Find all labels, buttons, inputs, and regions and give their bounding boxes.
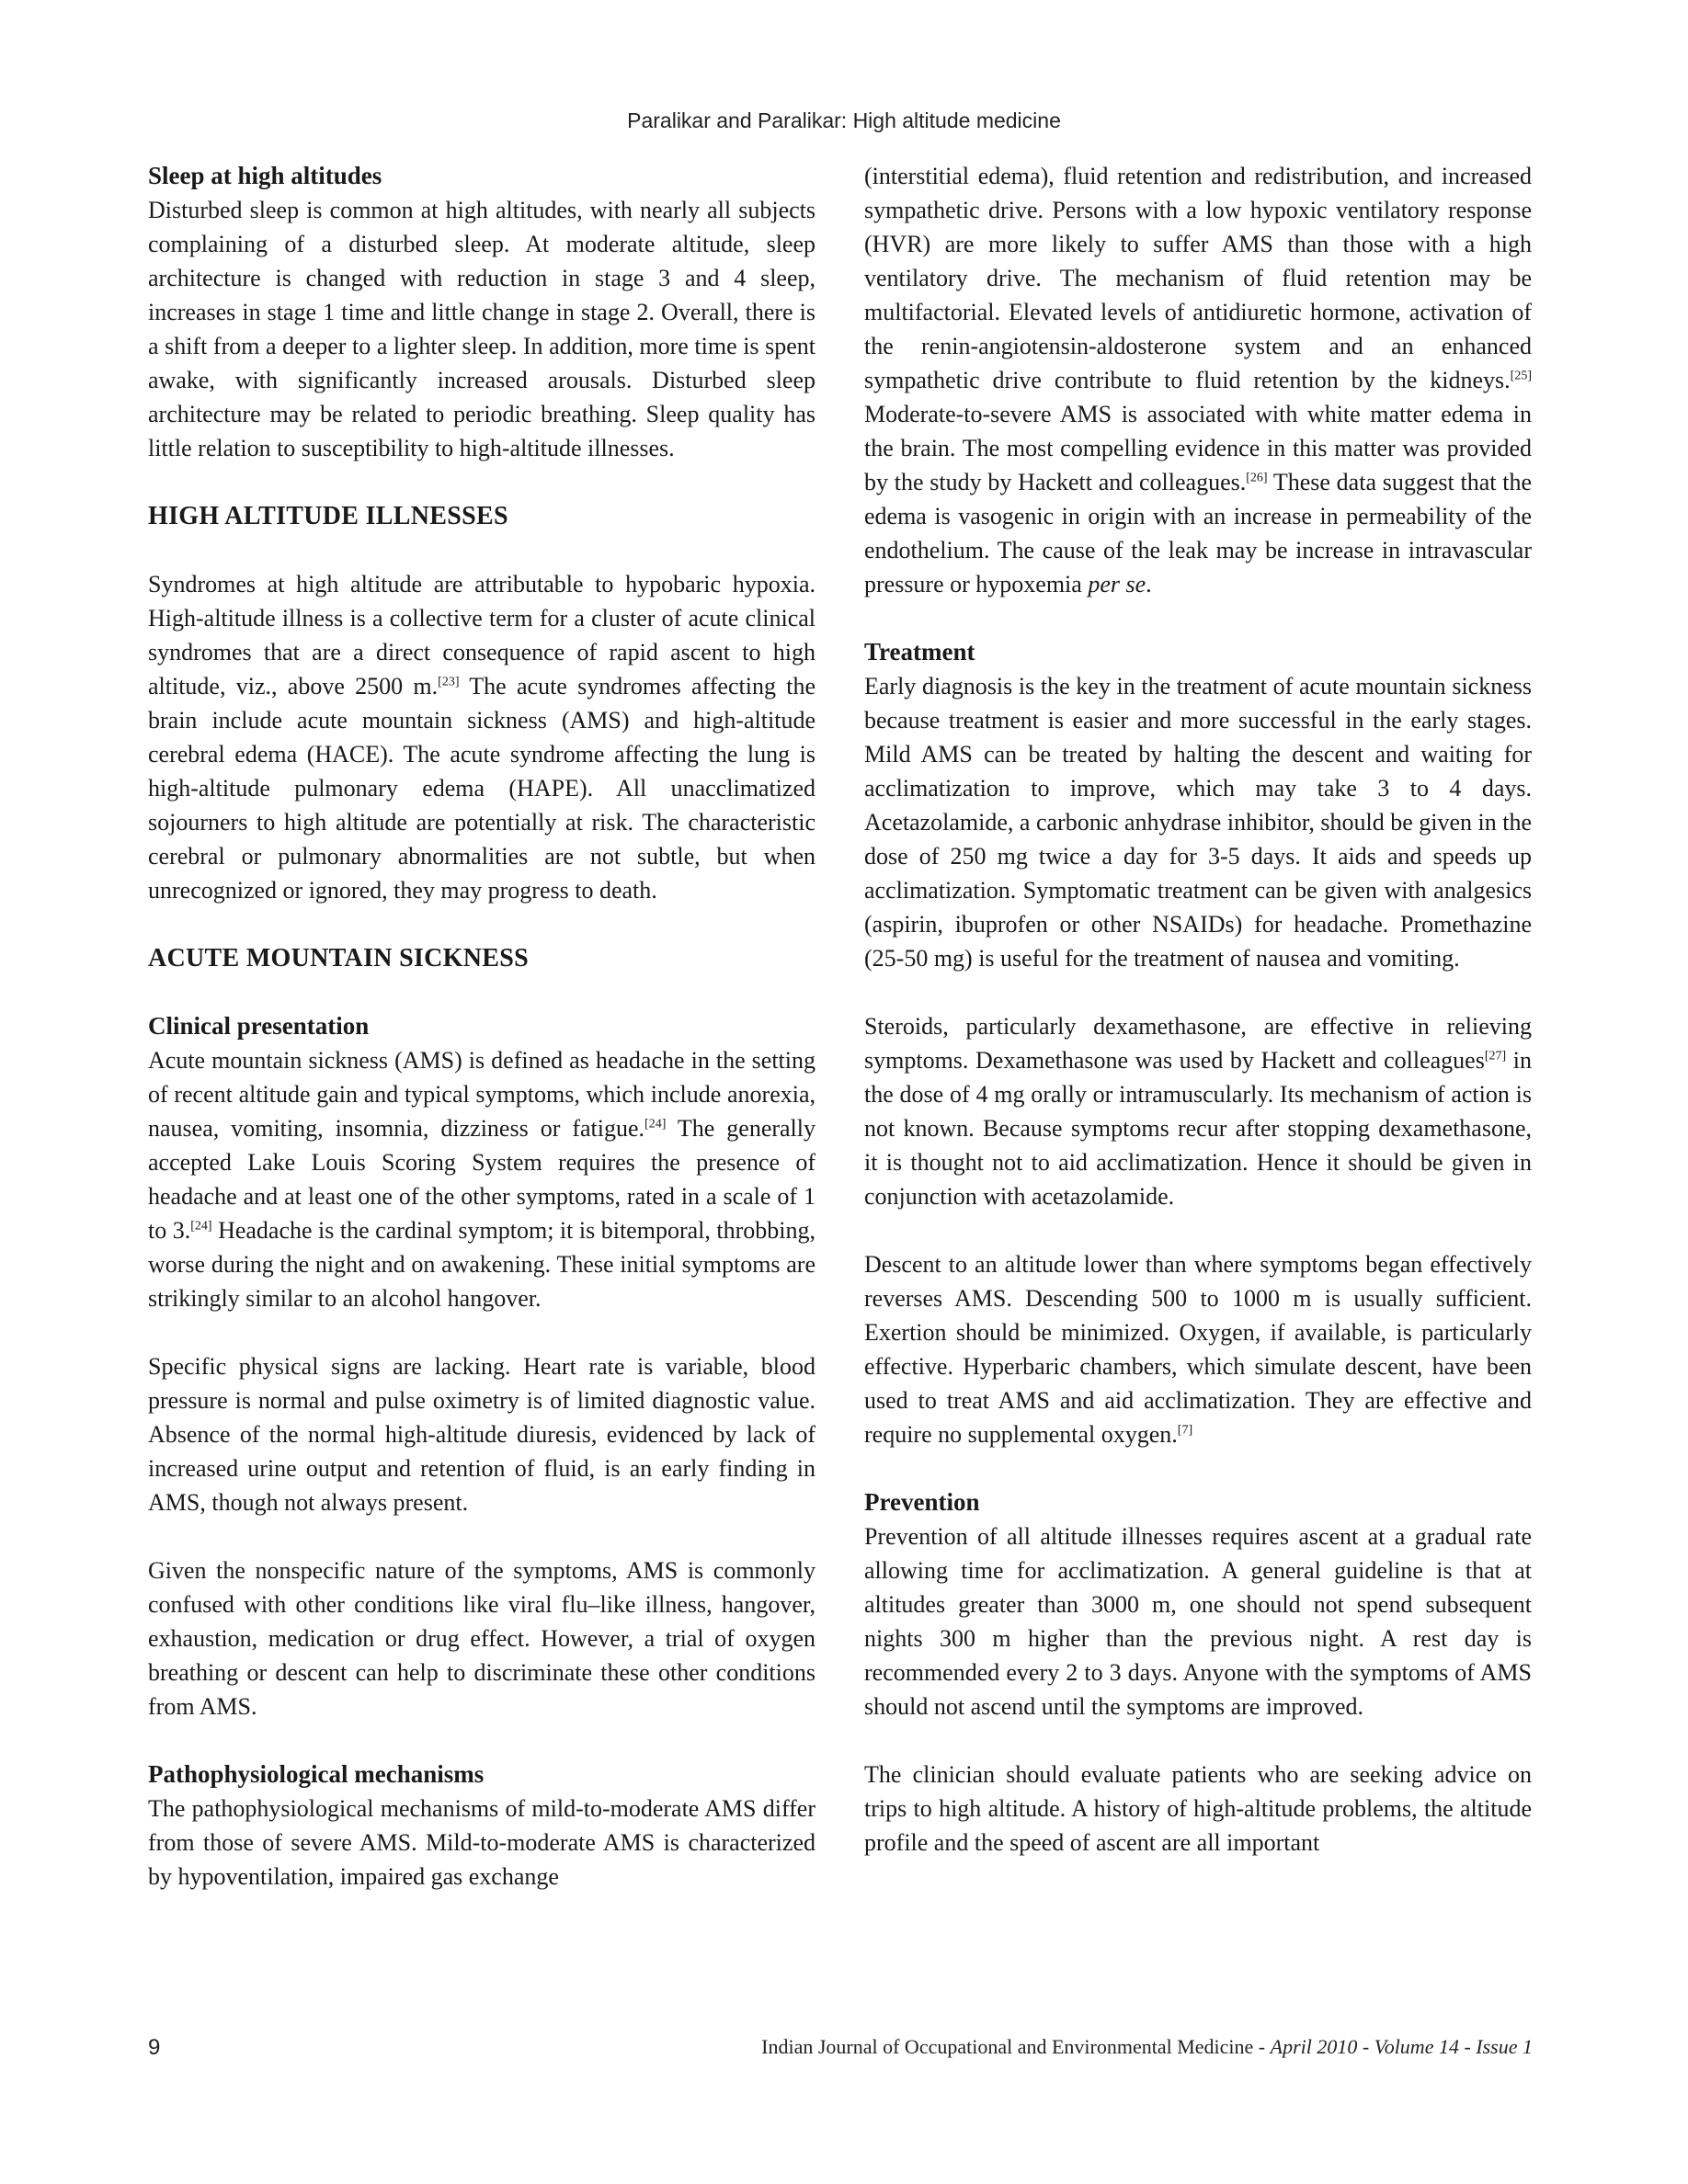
page-number: 9 xyxy=(148,2035,161,2060)
paragraph-pathophysiology-continued: (interstitial edema), fluid retention and redistribution, and increased sympathetic drive. Persons with a low hypoxic ventilatory response (HVR) are more likely to suffer AMS than those with a high ventilatory drive. The mechanism of fluid retention may be multifactorial. Elevated levels of antidiuretic hormone, activation of the renin-angiotensin-aldosterone system and an enhanced sympathetic drive contribute to fluid retention by the kidneys.[25] Moderate-to-severe AMS is associated with white matter edema in the brain. The most compelling evidence in this matter was provided by the study by Hackett and colleagues.[26] These data suggest that the edema is vasogenic in origin with an increase in permeability of the endothelium. The cause of the leak may be increase in intravascular pressure or hypoxemia per se. xyxy=(864,163,1532,597)
paragraph-sleep: Disturbed sleep is common at high altitudes, with nearly all subjects complaining of a disturbed sleep. At moderate altitude, sleep architecture is changed with reduction in stage 3 and 4 sleep, increases in stage 1 time and little change in stage 2. Overall, there is a shift from a deeper to a lighter sleep. In addition, more time is spent awake, with significantly increased arousals. Disturbed sleep architecture may be related to periodic breathing. Sleep quality has little relation to susceptibility to high-altitude illnesses. xyxy=(148,197,815,461)
paragraph-prevention-1: Prevention of all altitude illnesses requires ascent at a gradual rate allowing time for acclimatization. A general guideline is that at altitudes greater than 3000 m, one should not spend subsequent nights 300 m higher than the previous night. A rest day is recommended every 2 to 3 days. Anyone with the symptoms of AMS should not ascend until the symptoms are improved. xyxy=(864,1523,1532,1720)
section-heading-sleep: Sleep at high altitudes xyxy=(148,162,382,189)
citation-ref[interactable]: [7] xyxy=(1177,1423,1193,1438)
paragraph-treatment-3: Descent to an altitude lower than where symptoms began effectively reverses AMS. Descending 500 to 1000 m is usually sufficient. Exertion should be minimized. Oxygen, if available, is particularly effective. Hyperbaric chambers, which simulate descent, have been used to treat AMS and aid acclimatization. They are effective and require no supplemental oxygen.[7] xyxy=(864,1251,1532,1448)
paragraph-treatment-1: Early diagnosis is the key in the treatment of acute mountain sickness because treatment is easier and more successful in the early stages. Mild AMS can be treated by halting the descent and waiting for acclimatization to improve, which may take 3 to 4 days. Acetazolamide, a carbonic anhydrase inhibitor, should be given in the dose of 250 mg twice a day for 3-5 days. It aids and speeds up acclimatization. Symptomatic treatment can be given with analgesics (aspirin, ibuprofen or other NSAIDs) for headache. Promethazine (25-50 mg) is useful for the treatment of nausea and vomiting. xyxy=(864,673,1532,972)
citation-ref[interactable]: [24] xyxy=(190,1219,212,1234)
paragraph-clinical-2: Specific physical signs are lacking. Heart rate is variable, blood pressure is normal and pulse oximetry is of limited diagnostic value. Absence of the normal high-altitude diuresis, evidenced by lack of increased urine output and retention of fluid, is an early finding in AMS, though not always present. xyxy=(148,1353,815,1516)
paragraph-prevention-2: The clinician should evaluate patients who are seeking advice on trips to high altitude. A history of high-altitude problems, the altitude profile and the speed of ascent are all important xyxy=(864,1761,1532,1856)
paragraph-pathophysiology: The pathophysiological mechanisms of mild-to-moderate AMS differ from those of severe AMS. Mild-to-moderate AMS is characterized by hypoventilation, impaired gas exchange xyxy=(148,1795,815,1890)
subsection-heading-pathophysiology: Pathophysiological mechanisms xyxy=(148,1760,485,1788)
paragraph-clinical-3: Given the nonspecific nature of the symptoms, AMS is commonly confused with other conditions like viral flu–like illness, hangover, exhaustion, medication or drug effect. However, a trial of oxygen breathing or descent can help to discriminate these other conditions from AMS. xyxy=(148,1557,815,1720)
citation-ref[interactable]: [25] xyxy=(1510,369,1532,383)
citation-ref[interactable]: [27] xyxy=(1484,1049,1507,1064)
paragraph-treatment-2: Steroids, particularly dexamethasone, are effective in relieving symptoms. Dexamethasone was used by Hackett and colleagues[27] in the dose of 4 mg orally or intramuscularly. Its mechanism of action is not known. Because symptoms recur after stopping dexamethasone, it is thought not to aid acclimatization. Hence it should be given in conjunction with acetazolamide. xyxy=(864,1013,1532,1210)
paragraph-high-altitude-illnesses: Syndromes at high altitude are attributable to hypobaric hypoxia. High-altitude illness is a collective term for a cluster of acute clinical syndromes that are a direct consequence of rapid ascent to high altitude, viz., above 2500 m.[23] The acute syndromes affecting the brain include acute mountain sickness (AMS) and high-altitude cerebral edema (HACE). The acute syndrome affecting the lung is high-altitude pulmonary edema (HAPE). All unacclimatized sojourners to high altitude are potentially at risk. The characteristic cerebral or pulmonary abnormalities are not subtle, but when unrecognized or ignored, they may progress to death. xyxy=(148,571,815,904)
journal-footer: Indian Journal of Occupational and Environmental Medicine - April 2010 - Volume 14 - Issue 1 xyxy=(761,2035,1533,2058)
citation-ref[interactable]: [23] xyxy=(438,675,460,689)
citation-ref[interactable]: [26] xyxy=(1246,471,1268,485)
subsection-heading-clinical-presentation: Clinical presentation xyxy=(148,1012,370,1040)
journal-issue: April 2010 - Volume 14 - Issue 1 xyxy=(1270,2035,1533,2058)
subsection-heading-prevention: Prevention xyxy=(864,1488,980,1516)
paragraph-clinical-1: Acute mountain sickness (AMS) is defined as headache in the setting of recent altitude gain and typical symptoms, which include anorexia, nausea, vomiting, insomnia, dizziness or fatigue.[24] The generally accepted Lake Louis Scoring System requires the presence of headache and at least one of the other symptoms, rated in a scale of 1 to 3.[24] Headache is the cardinal symptom; it is bitemporal, throbbing, worse during the night and on awakening. These initial symptoms are strikingly similar to an alcohol hangover. xyxy=(148,1047,816,1312)
left-column xyxy=(148,159,815,1894)
citation-ref[interactable]: [24] xyxy=(644,1117,667,1132)
right-column xyxy=(864,159,1532,1860)
subsection-heading-treatment: Treatment xyxy=(864,638,975,665)
section-heading-high-altitude-illnesses: HIGH ALTITUDE ILLNESSES xyxy=(148,502,508,530)
section-heading-acute-mountain-sickness: ACUTE MOUNTAIN SICKNESS xyxy=(148,944,530,973)
running-header: Paralikar and Paralikar: High altitude medicine xyxy=(627,108,1061,132)
